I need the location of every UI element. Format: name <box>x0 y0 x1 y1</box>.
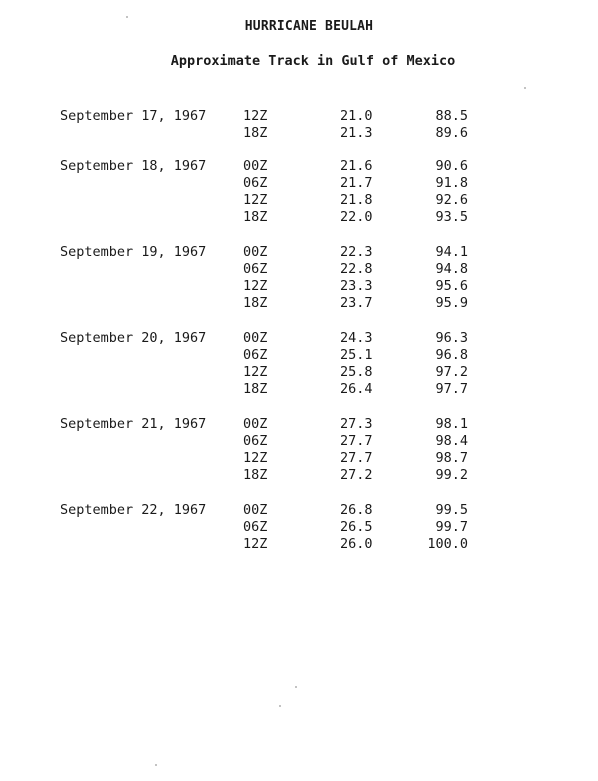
time-cell: 00Z <box>243 416 268 432</box>
track-row <box>60 536 540 553</box>
time-cell: 06Z <box>243 175 268 191</box>
scan-speck <box>155 764 157 766</box>
time-cell: 18Z <box>243 467 268 483</box>
track-row <box>60 209 540 226</box>
latitude-cell: 27.2 <box>340 467 373 483</box>
longitude-cell: 99.7 <box>435 519 468 535</box>
time-cell: 06Z <box>243 519 268 535</box>
longitude-cell: 92.6 <box>435 192 468 208</box>
latitude-cell: 26.5 <box>340 519 373 535</box>
time-cell: 00Z <box>243 502 268 518</box>
latitude-cell: 27.3 <box>340 416 373 432</box>
latitude-cell: 25.8 <box>340 364 373 380</box>
time-cell: 00Z <box>243 330 268 346</box>
time-cell: 12Z <box>243 364 268 380</box>
scan-speck <box>126 16 128 18</box>
latitude-cell: 27.7 <box>340 433 373 449</box>
longitude-cell: 91.8 <box>435 175 468 191</box>
time-cell: 18Z <box>243 381 268 397</box>
date-label: September 17, 1967 <box>60 108 207 124</box>
longitude-cell: 95.9 <box>435 295 468 311</box>
longitude-cell: 99.5 <box>435 502 468 518</box>
longitude-cell: 98.7 <box>435 450 468 466</box>
latitude-cell: 23.3 <box>340 278 373 294</box>
document-subtitle: Approximate Track in Gulf of Mexico <box>170 53 456 69</box>
time-cell: 18Z <box>243 125 268 141</box>
time-cell: 18Z <box>243 209 268 225</box>
latitude-cell: 23.7 <box>340 295 373 311</box>
longitude-cell: 95.6 <box>435 278 468 294</box>
track-row <box>60 125 540 142</box>
longitude-cell: 94.1 <box>435 244 468 260</box>
latitude-cell: 21.6 <box>340 158 373 174</box>
longitude-cell: 100.0 <box>427 536 468 552</box>
scan-speck <box>295 686 297 688</box>
latitude-cell: 24.3 <box>340 330 373 346</box>
scan-speck <box>279 705 281 707</box>
latitude-cell: 21.3 <box>340 125 373 141</box>
longitude-cell: 90.6 <box>435 158 468 174</box>
latitude-cell: 25.1 <box>340 347 373 363</box>
longitude-cell: 99.2 <box>435 467 468 483</box>
latitude-cell: 26.8 <box>340 502 373 518</box>
time-cell: 06Z <box>243 261 268 277</box>
time-cell: 12Z <box>243 450 268 466</box>
scan-speck <box>524 87 526 89</box>
track-row <box>60 278 540 295</box>
longitude-cell: 89.6 <box>435 125 468 141</box>
longitude-cell: 98.4 <box>435 433 468 449</box>
track-row <box>60 347 540 364</box>
date-label: September 20, 1967 <box>60 330 207 346</box>
track-row <box>60 330 540 347</box>
longitude-cell: 96.8 <box>435 347 468 363</box>
longitude-cell: 98.1 <box>435 416 468 432</box>
latitude-cell: 26.4 <box>340 381 373 397</box>
track-row <box>60 433 540 450</box>
longitude-cell: 96.3 <box>435 330 468 346</box>
track-row <box>60 158 540 175</box>
time-cell: 12Z <box>243 108 268 124</box>
latitude-cell: 22.8 <box>340 261 373 277</box>
track-row <box>60 519 540 536</box>
time-cell: 00Z <box>243 158 268 174</box>
track-row <box>60 467 540 484</box>
track-row <box>60 364 540 381</box>
date-label: September 19, 1967 <box>60 244 207 260</box>
track-row <box>60 175 540 192</box>
track-row <box>60 502 540 519</box>
time-cell: 12Z <box>243 536 268 552</box>
track-row <box>60 416 540 433</box>
latitude-cell: 26.0 <box>340 536 373 552</box>
date-label: September 18, 1967 <box>60 158 207 174</box>
track-row <box>60 450 540 467</box>
longitude-cell: 97.7 <box>435 381 468 397</box>
time-cell: 06Z <box>243 433 268 449</box>
time-cell: 18Z <box>243 295 268 311</box>
time-cell: 12Z <box>243 278 268 294</box>
latitude-cell: 21.8 <box>340 192 373 208</box>
latitude-cell: 22.0 <box>340 209 373 225</box>
track-row <box>60 192 540 209</box>
track-row <box>60 244 540 261</box>
date-label: September 22, 1967 <box>60 502 207 518</box>
latitude-cell: 27.7 <box>340 450 373 466</box>
latitude-cell: 21.0 <box>340 108 373 124</box>
latitude-cell: 21.7 <box>340 175 373 191</box>
track-row <box>60 261 540 278</box>
longitude-cell: 88.5 <box>435 108 468 124</box>
longitude-cell: 93.5 <box>435 209 468 225</box>
date-label: September 21, 1967 <box>60 416 207 432</box>
time-cell: 00Z <box>243 244 268 260</box>
track-row <box>60 381 540 398</box>
longitude-cell: 97.2 <box>435 364 468 380</box>
track-row <box>60 295 540 312</box>
time-cell: 06Z <box>243 347 268 363</box>
latitude-cell: 22.3 <box>340 244 373 260</box>
time-cell: 12Z <box>243 192 268 208</box>
longitude-cell: 94.8 <box>435 261 468 277</box>
document-title: HURRICANE BEULAH <box>244 19 374 34</box>
track-row <box>60 108 540 125</box>
